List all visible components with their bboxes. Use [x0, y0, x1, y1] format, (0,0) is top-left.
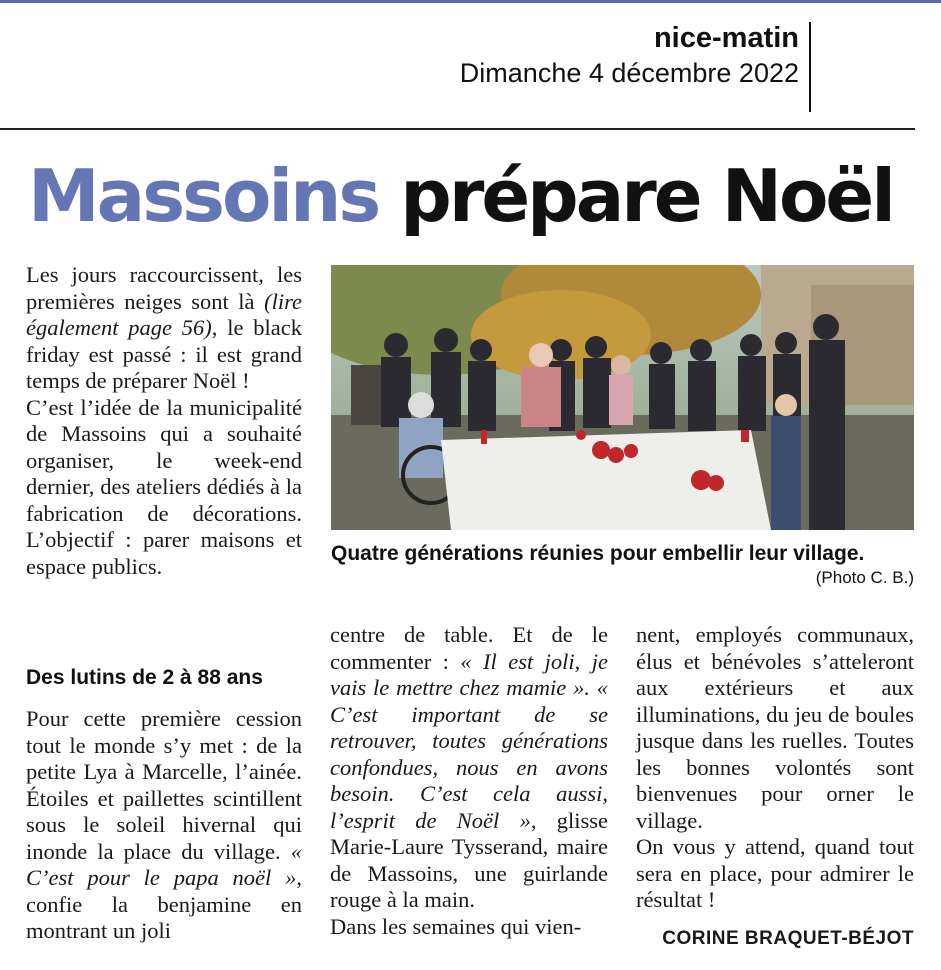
lead-paragraph-2: C’est l’idée de la municipalité de Massoins qui a souhaité organiser, le week-end dernier, des ateliers dédiés à la fabrication de décorations. L’objectif : parer maisons et espace publics. [26, 394, 302, 579]
subheading: Des lutins de 2 à 88 ans [26, 666, 263, 689]
body-paragraph: Dans les semaines qui vien- [330, 913, 582, 939]
body-column-3 [636, 622, 914, 914]
page-reference: (lire également page 56) [26, 288, 302, 340]
publication-date: Dimanche 4 décembre 2022 [459, 58, 799, 88]
headline-place: Massoins [28, 154, 379, 238]
body-paragraph: nent, employés communaux, élus et bénévoles s’atteleront aux extérieurs et aux illuminations, du jeu de boules jusque dans les ruelles. Toutes les bonnes volontés sont bienvenues pour orner le village. [636, 622, 914, 833]
body-paragraph: On vous y attend, quand tout sera en place, pour admirer le résultat ! [636, 834, 914, 912]
body-paragraph: centre de table. Et de le commenter : « Il est joli, je vais le mettre chez mamie ». « C’est important de se retrouver, toutes générations confondues, nous en avons besoin. C’est cela aussi, l’esprit de Noël », glisse Marie-Laure Tysserand, maire de Massoins, une guirlande rouge à la main. [330, 622, 608, 912]
body-column-1 [26, 706, 302, 945]
article-headline [28, 154, 893, 238]
masthead-divider [809, 22, 811, 112]
photo-credit: (Photo C. B.) [815, 568, 914, 587]
newspaper-name: nice-matin [653, 22, 799, 54]
photo-caption: Quatre générations réunies pour embellir leur village. [331, 542, 865, 565]
body-column-2 [330, 622, 608, 940]
header-rule [0, 128, 915, 130]
quote: « C’est important de se retrouver, toutes générations confondues, nous en avons besoin. C’est cela aussi, l’esprit de Noël » [330, 675, 608, 833]
quote: « Il est joli, je vais le mettre chez mamie ». [330, 648, 608, 700]
author-byline: CORINE BRAQUET-BÉJOT [662, 928, 914, 949]
headline-rest: prépare Noël [400, 154, 893, 238]
photo-illustration [331, 265, 914, 530]
body-paragraph: Pour cette première cession tout le monde s’y met : de la petite Lya à Marcelle, l’ainée. Étoiles et paillettes scintillent sous le soleil hivernal qui inonde la place du village. « C’est pour le papa noël », confie la benjamine en montrant un joli [26, 706, 302, 943]
lead-paragraph-1: Les jours raccourcissent, les premières neiges sont là (lire également page 56), le black friday est passé : il est grand temps de préparer Noël ! [26, 262, 302, 393]
top-color-bar [0, 0, 941, 3]
lead-column [26, 262, 302, 580]
quote: « C’est pour le papa noël » [26, 838, 302, 890]
article-photo [331, 265, 914, 530]
